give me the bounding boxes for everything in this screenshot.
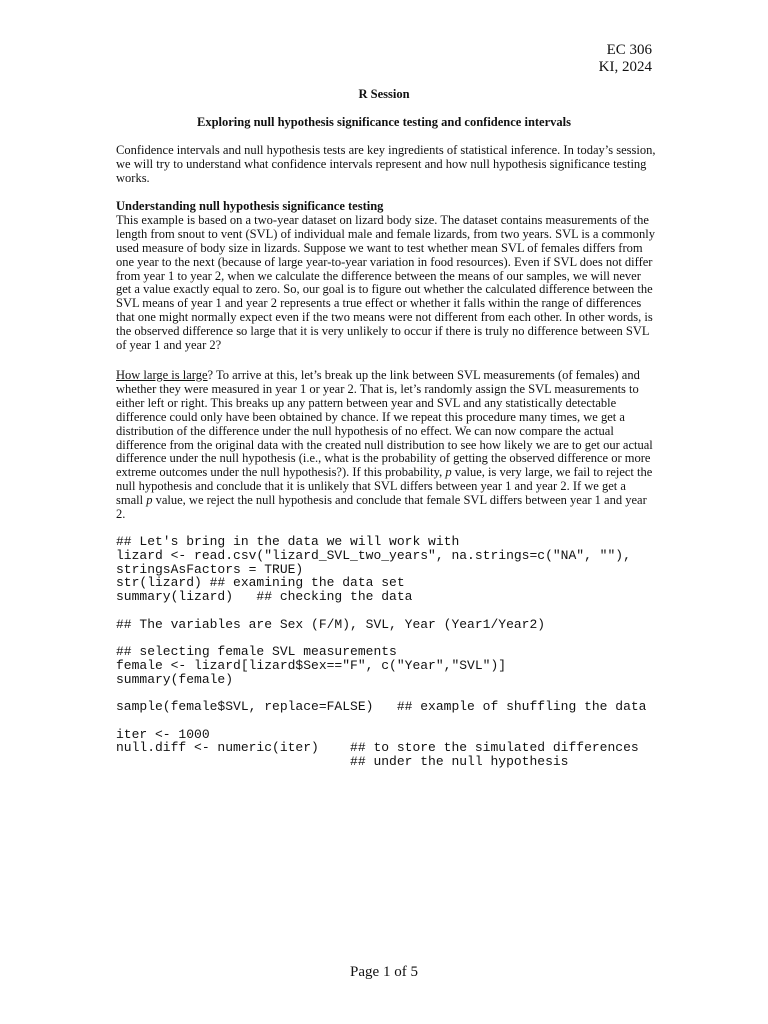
page-header xyxy=(599,42,652,76)
paragraph-text-3: value, we reject the null hypothesis and conclude that female SVL differs between year 1 and year 2. xyxy=(116,493,647,522)
p-symbol: p xyxy=(445,465,452,480)
paragraph-text-1: ? To arrive at this, let’s break up the link between SVL measurements (of females) and whether they were measured in year 1 or year 2. That is, let’s randomly assign the SVL measurements to either left or right. This breaks up any pattern between year and SVL and any statistically detectable difference could only have been obtained by chance. If we repeat this procedure many times, we get a distribution of the difference under the null hypothesis of no effect. We can now compare the actual difference from the original data with the created null distribution to see how likely we are to get our actual difference under the null hypothesis (i.e., what is the probability of getting the observed difference or more extreme outcomes under the null hypothesis?). If this probability, xyxy=(116,368,653,480)
p-symbol: p xyxy=(146,493,153,508)
page-number: Page 1 of 5 xyxy=(350,964,418,980)
r-code-block: ## Let's bring in the data we will work with lizard <- read.csv("lizard_SVL_two_years", na.strings=c("NA", ""), stringsAsFactors = TRUE) str(lizard) ## examining the data set summary(lizard) ## checking the data ## The variables are Sex (F/M), SVL, Year (Year1/Year2) ## selecting female SVL measurements female <- lizard[lizard$Sex=="F", c("Year","SVL")] summary(female) sample(female$SVL, replace=FALSE) ## example of shuffling the data iter <- 1000 null.diff <- numeric(iter) ## to store the simulated differences ## under the null hypothesis xyxy=(116,534,647,769)
course-code: EC 306 xyxy=(606,42,652,58)
intro-paragraph: Confidence intervals and null hypothesis tests are key ingredients of statistical inference. In today’s session, we will try to understand what confidence intervals represent and how null hypothesis significance testing works. xyxy=(116,143,656,185)
nhst-section xyxy=(116,200,656,353)
page-title: R Session xyxy=(358,87,410,101)
term-label: KI, 2024 xyxy=(598,59,652,75)
how-large-paragraph xyxy=(116,369,656,522)
section-body: This example is based on a two-year dataset on lizard body size. The dataset contains measurements of the length from snout to vent (SVL) of individual male and female lizards, from two years. SVL is a commonly used measure of body size in lizards. Suppose we want to test whether mean SVL of females differs from one year to the next (because of large year-to-year variation in food resources). Even if SVL does not differ from year 1 to year 2, when we calculate the difference between the means of our samples, we will never get a value exactly equal to zero. So, our goal is to figure out whether the calculated difference between the SVL means of year 1 and year 2 represents a true effect or whether it falls within the range of differences that one might normally expect even if the two means were not different from each other. In other words, is the observed difference so large that it is very unlikely to occur if there is truly no difference between SVL of year 1 and year 2? xyxy=(116,212,656,353)
paragraph-text-2: value, is very large, we fail to reject the null hypothesis and conclude that it is unlikely that SVL differs between year 1 and year 2. If we get a small xyxy=(116,465,653,508)
page-subtitle: Exploring null hypothesis significance testing and confidence intervals xyxy=(197,115,571,129)
how-large-lead: How large is large xyxy=(116,368,208,382)
section-heading: Understanding null hypothesis significance testing xyxy=(116,199,384,213)
